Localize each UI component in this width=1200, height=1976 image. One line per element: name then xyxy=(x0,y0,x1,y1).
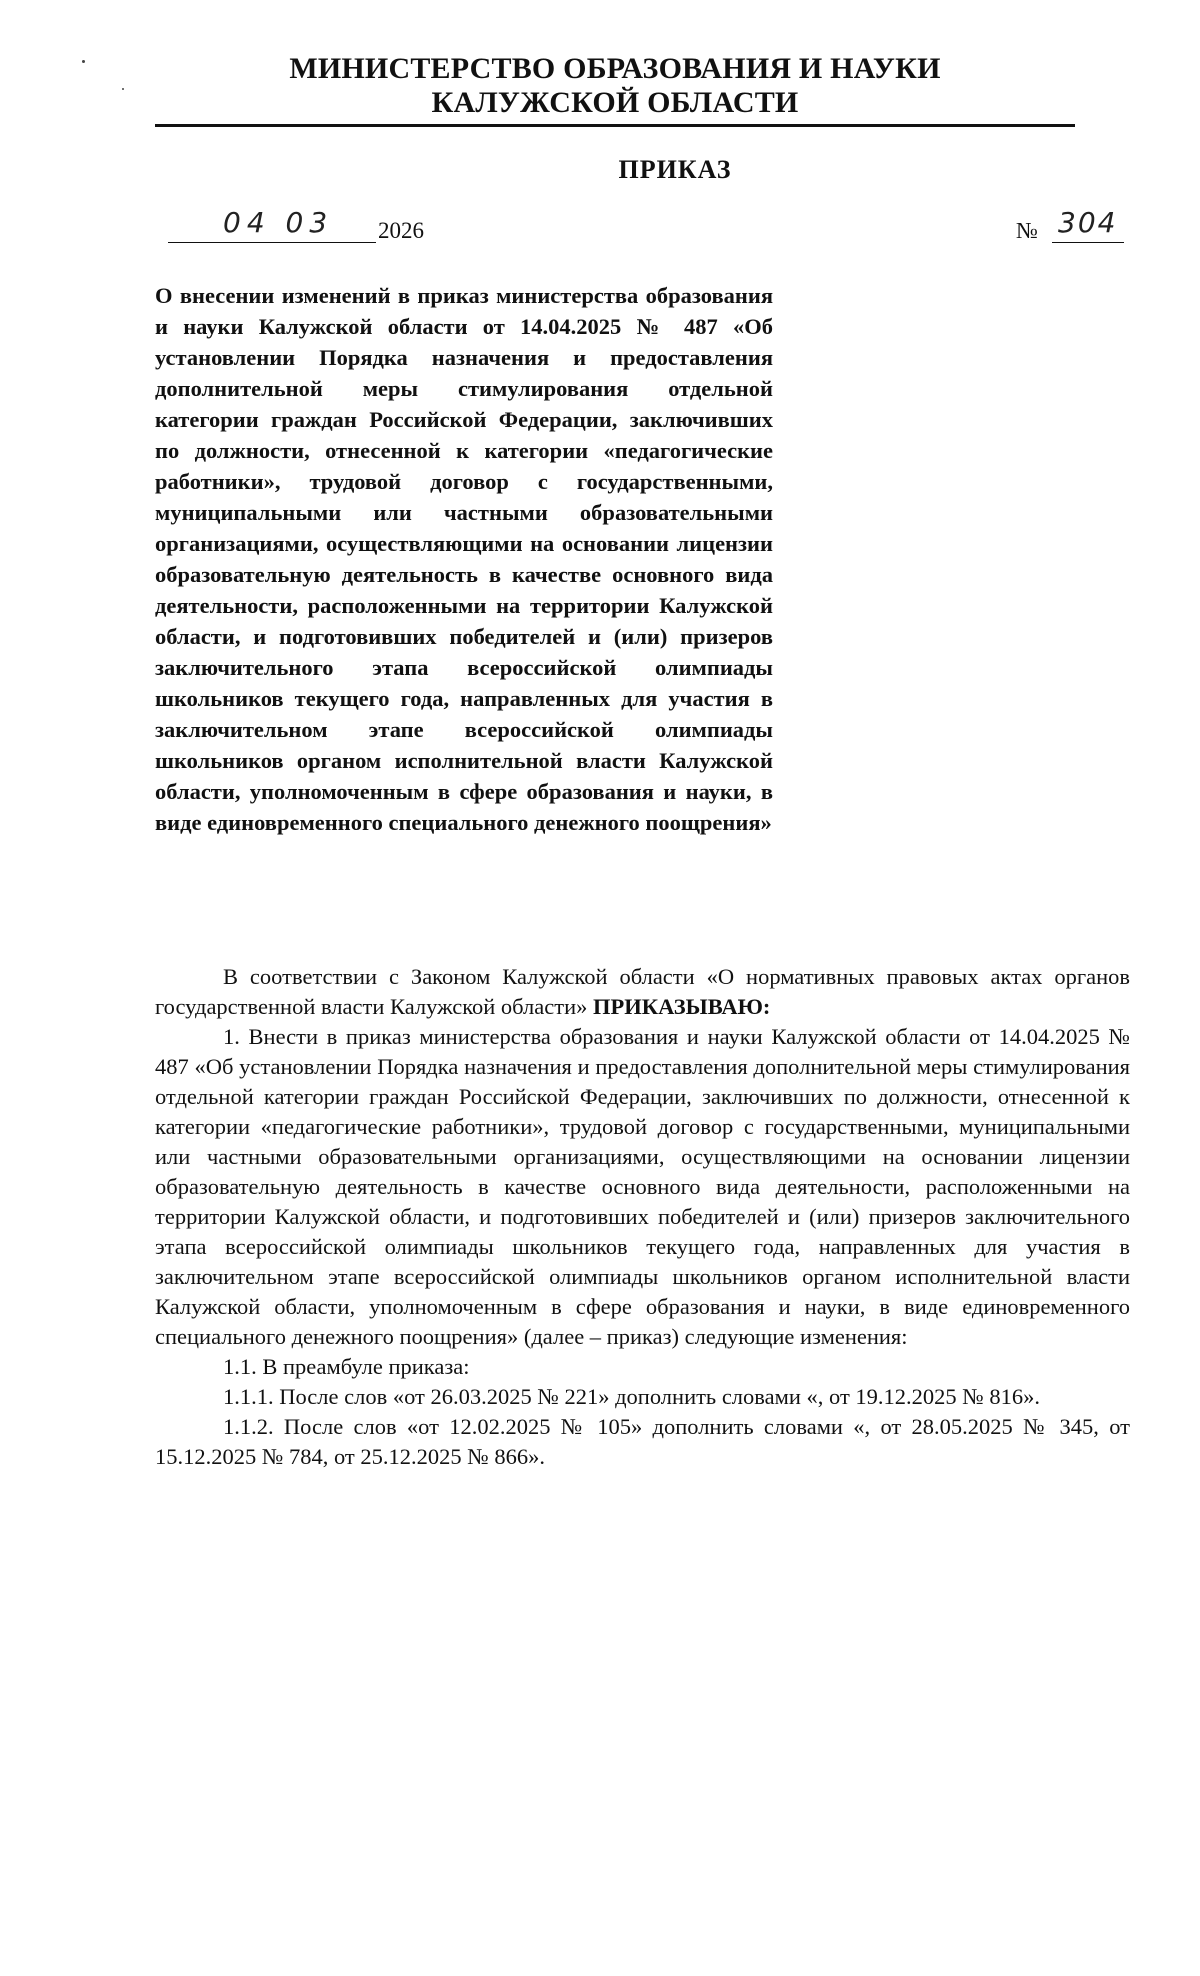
date-number-line xyxy=(168,206,1118,252)
order-body xyxy=(155,962,1130,1472)
item-1-1-2: 1.1.2. После слов «от 12.02.2025 № 105» дополнить словами «, от 28.05.2025 № 345, от 15.12.2025 № 784, от 25.12.2025 № 866». xyxy=(155,1414,1130,1469)
order-directive: ПРИКАЗЫВАЮ: xyxy=(593,994,771,1019)
scan-speck xyxy=(122,88,124,90)
handwritten-date: 04 03 xyxy=(223,206,334,239)
handwritten-number: 304 xyxy=(1058,206,1118,239)
item-1: 1. Внести в приказ министерства образования и науки Калужской области от 14.04.2025 № 487 «Об установлении Порядка назначения и предоставления дополнительной меры стимулирования отдельной категории граждан Российской Федерации, заключивших по должности, отнесенной к категории «педагогические работники», трудовой договор с государственными, муниципальными или частными образовательными организациями, осуществляющими на основании лицензии образовательную деятельность в качестве основного вида деятельности, расположенными на территории Калужской области, и подготовивших победителей и (или) призеров заключительного этапа всероссийской олимпиады школьников текущего года, направленных для участия в заключительном этапе всероссийской олимпиады школьников органом исполнительной власти Калужской области, уполномоченным в сфере образования и науки, в виде единовременного специального денежного поощрения» (далее – приказ) следующие изменения: xyxy=(155,1024,1130,1349)
date-year: 2026 xyxy=(378,218,424,243)
scan-speck xyxy=(82,60,85,63)
ministry-line-2: КАЛУЖСКОЙ ОБЛАСТИ xyxy=(431,86,799,119)
ministry-line-1: МИНИСТЕРСТВО ОБРАЗОВАНИЯ И НАУКИ xyxy=(289,52,941,85)
number-sign: № xyxy=(1016,218,1038,243)
item-1-1-1: 1.1.1. После слов «от 26.03.2025 № 221» дополнить словами «, от 19.12.2025 № 816». xyxy=(223,1384,1041,1409)
header-divider xyxy=(155,124,1075,127)
ministry-header xyxy=(155,52,1075,120)
document-type: ПРИКАЗ xyxy=(618,155,732,184)
preamble-paragraph xyxy=(155,962,1130,1022)
order-title: О внесении изменений в приказ министерства образования и науки Калужской области от 14.04.2025 № 487 «Об установлении Порядка назначения и предоставления дополнительной меры стимулирования отдельной категории граждан Российской Федерации, заключивших по должности, отнесенной к категории «педагогические работники», трудовой договор с государственными, муниципальными или частными образовательными организациями, осуществляющими на основании лицензии образовательную деятельность в качестве основного вида деятельности, расположенными на территории Калужской области, и подготовивших победителей и (или) призеров заключительного этапа всероссийской олимпиады школьников текущего года, направленных для участия в заключительном этапе всероссийской олимпиады школьников органом исполнительной власти Калужской области, уполномоченным в сфере образования и науки, в виде единовременного специального денежного поощрения» xyxy=(155,283,773,835)
preamble-text: В соответствии с Законом Калужской области «О нормативных правовых актах органов государственной власти Калужской области» xyxy=(155,964,1130,1019)
item-1-1: 1.1. В преамбуле приказа: xyxy=(223,1354,470,1379)
